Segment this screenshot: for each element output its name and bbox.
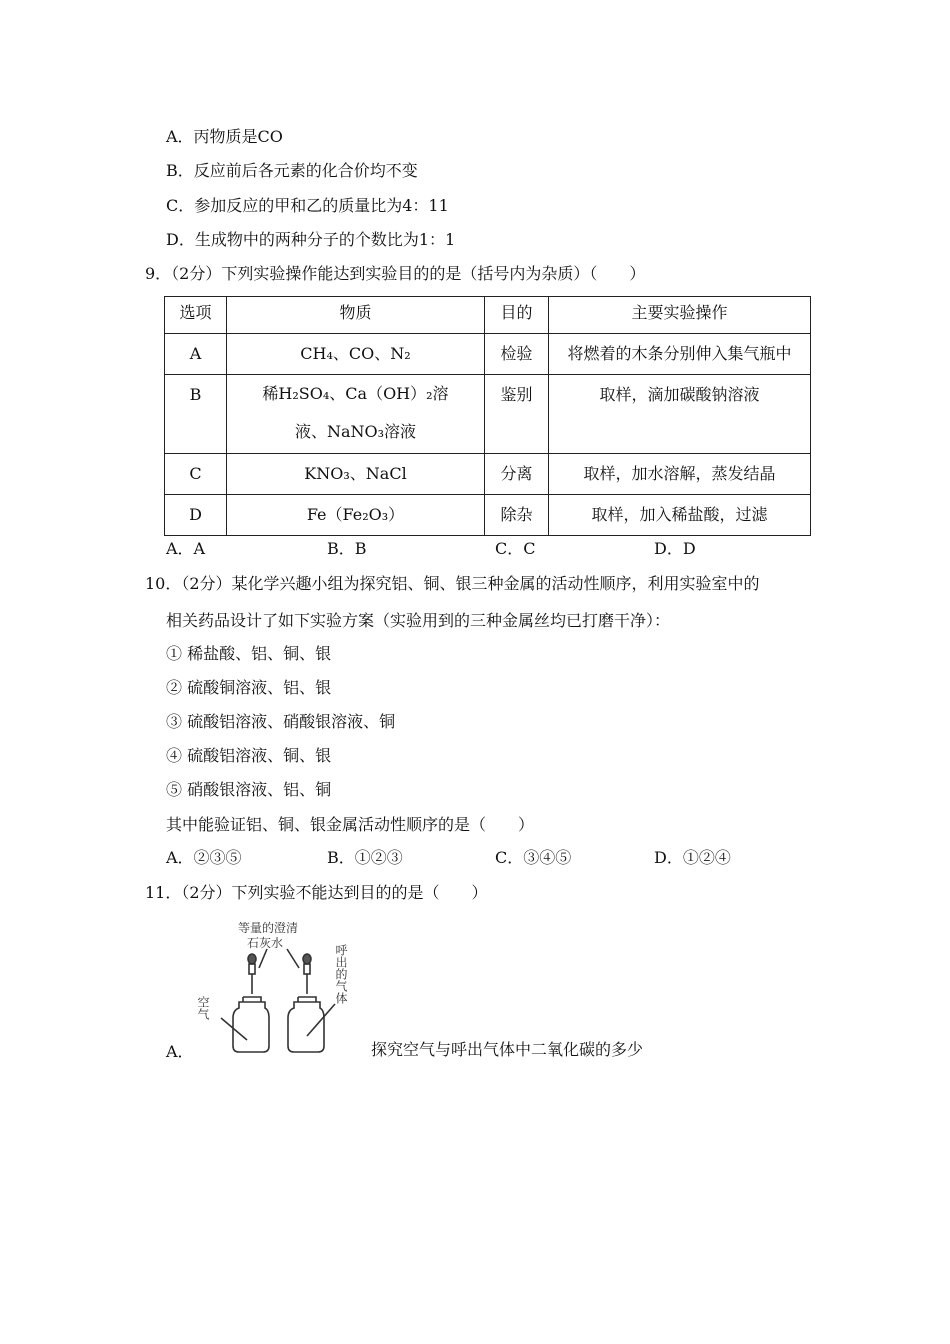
q10-option-b: B．①②③ [327, 848, 403, 867]
q9-option-a: A．A [166, 539, 206, 558]
q9-option-b: B．B [327, 539, 367, 558]
q10-scheme-4: ④ 硫酸铝溶液、铜、银 [166, 746, 332, 765]
q8-option-a: A．丙物质是CO [166, 127, 283, 146]
q10-options [166, 848, 786, 868]
q9-row-a-operation: 将燃着的木条分别伸入集气瓶中 [549, 334, 811, 375]
q9-row-d-operation: 取样，加入稀盐酸，过滤 [549, 495, 811, 536]
q11-figure-dropper-right [303, 954, 311, 994]
q11-figure-label-left: 空气 [196, 996, 210, 1020]
q10-scheme-5: ⑤ 硝酸银溶液、铝、铜 [166, 780, 332, 799]
q9-row-c-purpose: 分离 [485, 454, 549, 495]
q9-row-b-operation: 取样，滴加碳酸钠溶液 [549, 375, 811, 454]
q9-header-purpose: 目的 [485, 297, 549, 334]
q11-figure-label-top-line1: 等量的澄清 [238, 921, 299, 935]
q9-row-c-operation: 取样，加水溶解，蒸发结晶 [549, 454, 811, 495]
q9-header-substance: 物质 [227, 297, 485, 334]
table-row [165, 375, 811, 454]
q10-stem-line1: 10．（2分）某化学兴趣小组为探究铝、铜、银三种金属的活动性顺序，利用实验室中的 [145, 574, 760, 593]
q8-option-d: D．生成物中的两种分子的个数比为1：1 [166, 230, 456, 249]
q9-row-b-substance-line2: 液、NaNO₃溶液 [294, 422, 417, 441]
q11-figure-bottle-left [221, 997, 269, 1052]
q10-scheme-2: ② 硫酸铜溶液、铝、银 [166, 678, 332, 697]
q9-table-header [165, 297, 811, 334]
q11-figure-leader-right [287, 949, 299, 968]
q9-row-d-label: D [165, 495, 227, 536]
q11-figure-label-top-line2: 石灰水 [247, 936, 284, 950]
q11-limewater-figure [195, 918, 365, 1058]
q9-table [164, 296, 811, 536]
q9-row-d-substance: Fe（Fe₂O₃） [227, 495, 485, 536]
q10-option-a: A．②③⑤ [166, 848, 242, 867]
q9-row-a-substance: CH₄、CO、N₂ [227, 334, 485, 375]
q11-figure-bottle-right [288, 997, 335, 1052]
q11-figure-leader-left [259, 949, 267, 968]
q10-scheme-3: ③ 硫酸铝溶液、硝酸银溶液、铜 [166, 712, 396, 731]
q11-figure-dropper-left [248, 954, 256, 994]
q9-option-d: D．D [654, 539, 696, 558]
q9-header-operation: 主要实验操作 [549, 297, 811, 334]
q11-option-a-text: 探究空气与呼出气体中二氧化碳的多少 [371, 1040, 644, 1059]
q9-stem: 9．（2分）下列实验操作能达到实验目的的是（括号内为杂质）（ ） [145, 264, 646, 283]
q9-row-b-purpose: 鉴别 [485, 375, 549, 454]
q10-stem-line2: 相关药品设计了如下实验方案（实验用到的三种金属丝均已打磨干净）： [166, 611, 671, 630]
q10-scheme-1: ① 稀盐酸、铝、铜、银 [166, 644, 332, 663]
q9-row-b-substance [227, 375, 485, 454]
q9-option-c: C．C [495, 539, 536, 558]
q9-row-b-label: B [165, 375, 227, 454]
q8-option-c: C．参加反应的甲和乙的质量比为4：11 [166, 196, 449, 215]
q9-row-d-purpose: 除杂 [485, 495, 549, 536]
q10-question: 其中能验证铝、铜、银金属活动性顺序的是（ ） [166, 815, 535, 834]
q10-option-d: D．①②④ [654, 848, 731, 867]
q9-row-a-label: A [165, 334, 227, 375]
q9-options [166, 539, 766, 559]
q8-option-b: B．反应前后各元素的化合价均不变 [166, 161, 418, 180]
q9-row-c-label: C [165, 454, 227, 495]
q9-header-option: 选项 [165, 297, 227, 334]
table-row [165, 454, 811, 495]
q9-row-b-substance-line1: 稀H₂SO₄、Ca（OH）₂溶 [262, 384, 449, 403]
q10-option-c: C．③④⑤ [495, 848, 572, 867]
q11-stem: 11．（2分）下列实验不能达到目的的是（ ） [145, 883, 488, 902]
q11-option-a-label: A． [166, 1042, 194, 1061]
table-row [165, 495, 811, 536]
table-row [165, 334, 811, 375]
q9-row-c-substance: KNO₃、NaCl [227, 454, 485, 495]
q9-row-a-purpose: 检验 [485, 334, 549, 375]
q11-figure-label-right: 呼出的气体 [334, 944, 348, 1004]
